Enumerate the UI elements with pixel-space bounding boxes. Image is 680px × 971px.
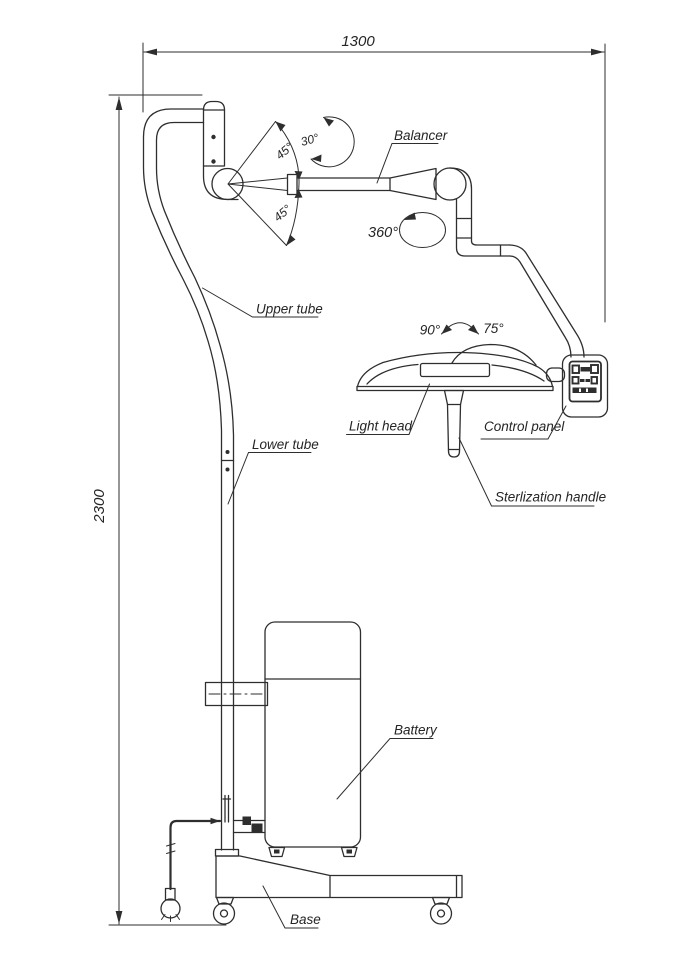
caster-wheel bbox=[214, 903, 235, 924]
panel-button bbox=[581, 367, 591, 372]
plug-neck bbox=[166, 889, 176, 901]
balancer-arm bbox=[288, 168, 511, 256]
sterilization-handle bbox=[445, 391, 464, 458]
angle-tilt-up: 45° bbox=[272, 139, 296, 163]
panel-button bbox=[592, 377, 598, 384]
dim-arrow-right bbox=[591, 49, 604, 56]
cable-fitting bbox=[252, 824, 263, 833]
tube-hole bbox=[226, 450, 230, 454]
angle-tilt-down: 45° bbox=[270, 201, 294, 225]
caster-wheel bbox=[431, 903, 452, 924]
part-labels bbox=[203, 128, 607, 928]
dim-width-text: 1300 bbox=[341, 33, 375, 50]
label-battery: Battery bbox=[394, 722, 437, 738]
angle-head-right: 75° bbox=[483, 321, 504, 336]
dim-arrow-left bbox=[144, 49, 157, 56]
base bbox=[214, 856, 463, 924]
balancer-hub bbox=[434, 168, 466, 200]
upper-tube-outer bbox=[144, 109, 222, 850]
label-upper-tube: Upper tube bbox=[256, 301, 323, 317]
lamp-recess bbox=[421, 364, 490, 377]
label-light-head: Light head bbox=[349, 418, 413, 434]
angle-arm-rotation: 30° bbox=[299, 130, 321, 149]
battery-box bbox=[265, 622, 361, 847]
panel-link bbox=[547, 368, 565, 382]
label-base: Base bbox=[290, 912, 321, 927]
dim-arrow-bottom bbox=[116, 911, 123, 924]
light-head bbox=[357, 345, 553, 391]
panel-button bbox=[573, 366, 580, 374]
spring-arm bbox=[510, 245, 584, 357]
power-plug bbox=[161, 899, 180, 918]
control-panel bbox=[547, 355, 608, 417]
cable-fitting bbox=[243, 817, 252, 826]
post-hole bbox=[211, 135, 215, 139]
dimension-height bbox=[91, 95, 226, 925]
label-balancer: Balancer bbox=[394, 128, 448, 143]
dim-arrow-top bbox=[116, 97, 123, 110]
battery-foot bbox=[347, 850, 353, 854]
angle-swivel: 360° bbox=[368, 225, 398, 241]
panel-button bbox=[573, 377, 579, 384]
post-hole bbox=[211, 159, 215, 163]
panel-bar-gap bbox=[579, 389, 581, 393]
pole-flange bbox=[216, 850, 239, 857]
panel-button bbox=[580, 379, 585, 382]
panel-button bbox=[591, 365, 598, 373]
panel-bar-gap bbox=[586, 389, 588, 393]
label-control-panel: Control panel bbox=[484, 419, 565, 434]
stand-column bbox=[144, 102, 244, 857]
tube-hole bbox=[226, 468, 230, 472]
battery-foot bbox=[274, 850, 280, 854]
panel-button-bar bbox=[573, 388, 597, 394]
angle-head-left: 90° bbox=[419, 322, 441, 338]
panel-button bbox=[586, 379, 591, 382]
dim-height-text: 2300 bbox=[91, 489, 108, 523]
label-sterlization-handle: Sterlization handle bbox=[495, 489, 607, 505]
label-lower-tube: Lower tube bbox=[252, 437, 319, 452]
